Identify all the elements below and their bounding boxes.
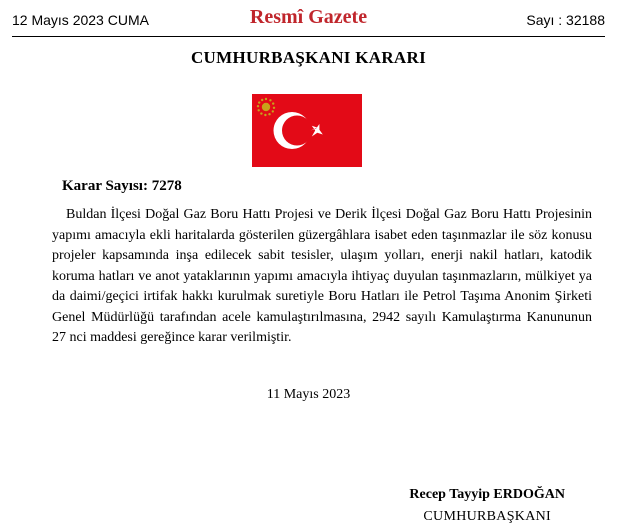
flag-crescent-inner	[282, 116, 312, 146]
header-divider	[12, 36, 605, 37]
signature-block	[409, 487, 565, 525]
gazette-header	[12, 6, 605, 36]
issue-number: Sayı : 32188	[526, 12, 605, 28]
emblem-sun	[262, 103, 270, 111]
decision-number: Karar Sayısı: 7278	[62, 178, 182, 194]
gazette-title: Resmî Gazete	[249, 6, 368, 28]
decision-date: 11 Mayıs 2023	[266, 387, 351, 402]
signatory-name: Recep Tayyip ERDOĞAN	[409, 487, 565, 502]
decision-heading: CUMHURBAŞKANI KARARI	[190, 48, 427, 67]
header-date: 12 Mayıs 2023 CUMA	[12, 12, 149, 28]
signatory-title: CUMHURBAŞKANI	[423, 509, 551, 524]
decision-body: Buldan İlçesi Doğal Gaz Boru Hattı Projesi ve Derik İlçesi Doğal Gaz Boru Hattı Projesinin yapımı amacıyla ekli haritalarda gösterilen güzergâhlara isabet eden taşınmazlar ile söz konusu projeler kapsamında inşa edilecek sabit tesisler, ulaşım yolları, enerji nakil hatları, katodik koruma hatları ve anot yataklarının yapımı amacıyla ihtiyaç duyulan taşınmazların, mülkiyet ya da daimi/geçici irtifak hakkı kurulmak suretiyle Boru Hatları ile Petrol Taşıma Anonim Şirketi Genel Müdürlüğü tarafından acele kamulaştırılmasına, 2942 sayılı Kamulaştırma Kanununun 27 nci maddesi gereğince karar verilmiştir.	[52, 207, 592, 345]
presidential-flag-icon	[252, 94, 362, 167]
